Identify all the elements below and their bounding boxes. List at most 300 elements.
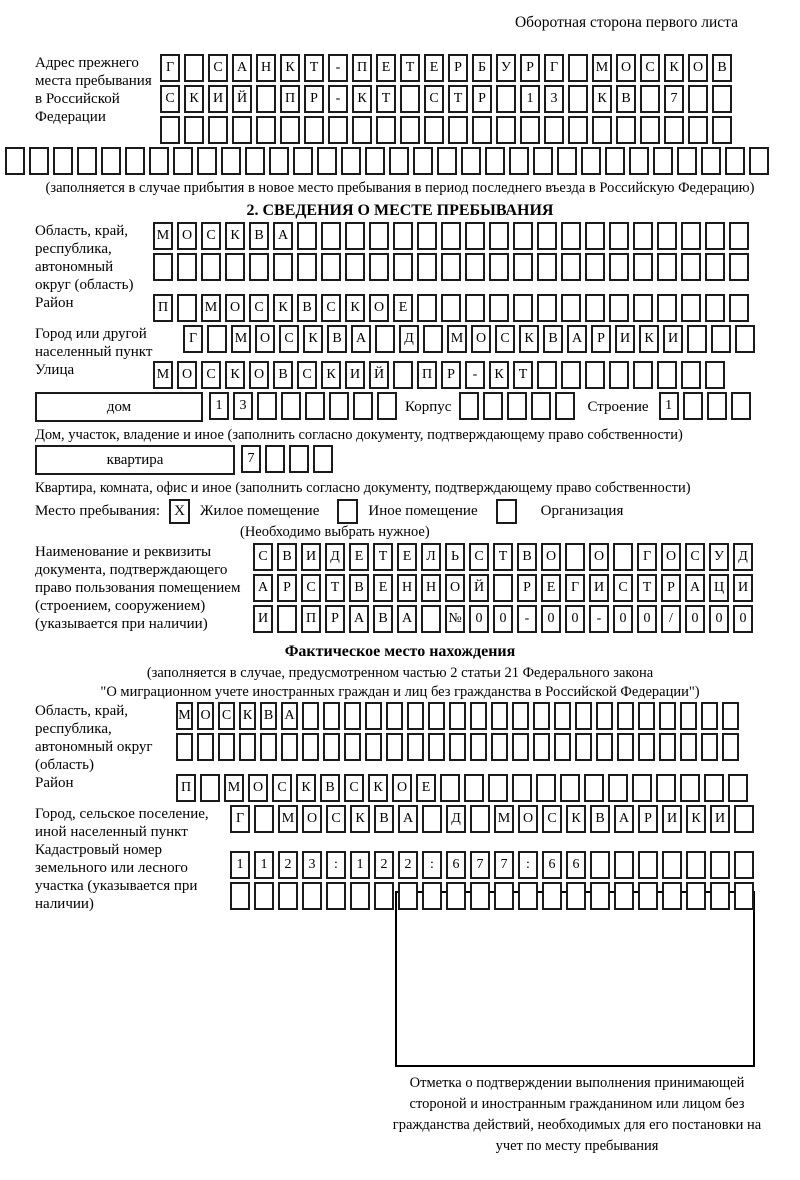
char-cell[interactable]: [101, 147, 121, 175]
char-cell[interactable]: К: [280, 54, 300, 82]
char-cell[interactable]: С: [201, 361, 221, 389]
char-cell[interactable]: 3: [233, 392, 253, 420]
char-cell[interactable]: К: [368, 774, 388, 802]
char-cell[interactable]: К: [350, 805, 370, 833]
char-cell[interactable]: [393, 222, 413, 250]
char-cell[interactable]: [605, 147, 625, 175]
char-cell[interactable]: Е: [416, 774, 436, 802]
char-cell[interactable]: [184, 54, 204, 82]
char-cell[interactable]: [680, 733, 697, 761]
char-cell[interactable]: [728, 774, 748, 802]
char-cell[interactable]: Т: [513, 361, 533, 389]
char-cell[interactable]: [688, 116, 708, 144]
char-cell[interactable]: С: [640, 54, 660, 82]
char-cell[interactable]: [281, 733, 298, 761]
char-cell[interactable]: М: [201, 294, 221, 322]
char-cell[interactable]: [536, 774, 556, 802]
char-cell[interactable]: А: [614, 805, 634, 833]
char-cell[interactable]: [207, 325, 227, 353]
char-cell[interactable]: [496, 85, 516, 113]
char-cell[interactable]: 1: [350, 851, 370, 879]
char-cell[interactable]: [254, 882, 274, 910]
char-cell[interactable]: [681, 294, 701, 322]
char-cell[interactable]: [729, 222, 749, 250]
char-cell[interactable]: К: [239, 702, 256, 730]
char-cell[interactable]: [465, 222, 485, 250]
char-cell[interactable]: [680, 702, 697, 730]
char-cell[interactable]: 0: [469, 605, 489, 633]
char-cell[interactable]: [657, 222, 677, 250]
char-cell[interactable]: [441, 222, 461, 250]
char-cell[interactable]: [722, 733, 739, 761]
char-cell[interactable]: И: [733, 574, 753, 602]
char-cell[interactable]: С: [495, 325, 515, 353]
char-cell[interactable]: [585, 222, 605, 250]
char-cell[interactable]: И: [301, 543, 321, 571]
char-cell[interactable]: [512, 702, 529, 730]
char-cell[interactable]: [749, 147, 769, 175]
char-cell[interactable]: О: [197, 702, 214, 730]
char-cell[interactable]: [555, 392, 575, 420]
char-cell[interactable]: М: [592, 54, 612, 82]
char-cell[interactable]: [633, 222, 653, 250]
char-cell[interactable]: 1: [209, 392, 229, 420]
char-cell[interactable]: М: [494, 805, 514, 833]
char-cell[interactable]: [218, 733, 235, 761]
char-cell[interactable]: П: [352, 54, 372, 82]
char-cell[interactable]: М: [447, 325, 467, 353]
char-cell[interactable]: [472, 116, 492, 144]
char-cell[interactable]: Р: [441, 361, 461, 389]
char-cell[interactable]: [365, 147, 385, 175]
char-cell[interactable]: [393, 361, 413, 389]
char-cell[interactable]: [686, 882, 706, 910]
char-cell[interactable]: О: [541, 543, 561, 571]
char-cell[interactable]: [53, 147, 73, 175]
char-cell[interactable]: [609, 253, 629, 281]
char-cell[interactable]: [153, 253, 173, 281]
char-cell[interactable]: [461, 147, 481, 175]
char-cell[interactable]: Е: [397, 543, 417, 571]
char-cell[interactable]: 0: [541, 605, 561, 633]
char-cell[interactable]: [513, 294, 533, 322]
char-cell[interactable]: [353, 392, 373, 420]
char-cell[interactable]: [544, 116, 564, 144]
char-cell[interactable]: 0: [637, 605, 657, 633]
char-cell[interactable]: Б: [472, 54, 492, 82]
char-cell[interactable]: [568, 54, 588, 82]
char-cell[interactable]: [400, 85, 420, 113]
char-cell[interactable]: Г: [230, 805, 250, 833]
char-cell[interactable]: [483, 392, 503, 420]
char-cell[interactable]: 6: [446, 851, 466, 879]
char-cell[interactable]: [256, 116, 276, 144]
char-cell[interactable]: [273, 253, 293, 281]
char-cell[interactable]: [428, 702, 445, 730]
char-cell[interactable]: В: [327, 325, 347, 353]
char-cell[interactable]: [613, 543, 633, 571]
char-cell[interactable]: [616, 116, 636, 144]
char-cell[interactable]: [125, 147, 145, 175]
char-cell[interactable]: [596, 702, 613, 730]
char-cell[interactable]: Е: [373, 574, 393, 602]
char-cell[interactable]: О: [248, 774, 268, 802]
char-cell[interactable]: Р: [591, 325, 611, 353]
char-cell[interactable]: [561, 294, 581, 322]
char-cell[interactable]: [662, 851, 682, 879]
char-cell[interactable]: 7: [494, 851, 514, 879]
char-cell[interactable]: Д: [733, 543, 753, 571]
char-cell[interactable]: А: [281, 702, 298, 730]
char-cell[interactable]: 2: [398, 851, 418, 879]
char-cell[interactable]: [533, 733, 550, 761]
zhiloe-checkbox[interactable]: X: [169, 499, 190, 524]
char-cell[interactable]: [326, 882, 346, 910]
char-cell[interactable]: В: [320, 774, 340, 802]
char-cell[interactable]: [265, 445, 285, 473]
char-cell[interactable]: Е: [349, 543, 369, 571]
char-cell[interactable]: [200, 774, 220, 802]
char-cell[interactable]: [293, 147, 313, 175]
char-cell[interactable]: 2: [278, 851, 298, 879]
char-cell[interactable]: В: [374, 805, 394, 833]
char-cell[interactable]: [449, 733, 466, 761]
char-cell[interactable]: [638, 882, 658, 910]
char-cell[interactable]: [321, 222, 341, 250]
char-cell[interactable]: С: [301, 574, 321, 602]
char-cell[interactable]: Р: [472, 85, 492, 113]
char-cell[interactable]: [464, 774, 484, 802]
char-cell[interactable]: [302, 882, 322, 910]
char-cell[interactable]: И: [663, 325, 683, 353]
char-cell[interactable]: [681, 361, 701, 389]
char-cell[interactable]: О: [445, 574, 465, 602]
char-cell[interactable]: [683, 392, 703, 420]
char-cell[interactable]: К: [664, 54, 684, 82]
char-cell[interactable]: Г: [637, 543, 657, 571]
char-cell[interactable]: Р: [517, 574, 537, 602]
char-cell[interactable]: [542, 882, 562, 910]
char-cell[interactable]: Е: [376, 54, 396, 82]
char-cell[interactable]: [277, 605, 297, 633]
char-cell[interactable]: 0: [709, 605, 729, 633]
char-cell[interactable]: О: [177, 222, 197, 250]
char-cell[interactable]: :: [422, 851, 442, 879]
char-cell[interactable]: -: [328, 85, 348, 113]
char-cell[interactable]: [297, 253, 317, 281]
char-cell[interactable]: [177, 253, 197, 281]
char-cell[interactable]: С: [218, 702, 235, 730]
char-cell[interactable]: [609, 294, 629, 322]
char-cell[interactable]: [488, 774, 508, 802]
char-cell[interactable]: [585, 294, 605, 322]
char-cell[interactable]: О: [589, 543, 609, 571]
char-cell[interactable]: [352, 116, 372, 144]
char-cell[interactable]: [664, 116, 684, 144]
char-cell[interactable]: [513, 253, 533, 281]
char-cell[interactable]: [554, 702, 571, 730]
char-cell[interactable]: В: [712, 54, 732, 82]
char-cell[interactable]: [614, 882, 634, 910]
char-cell[interactable]: И: [208, 85, 228, 113]
char-cell[interactable]: [584, 774, 604, 802]
char-cell[interactable]: [393, 253, 413, 281]
char-cell[interactable]: П: [301, 605, 321, 633]
char-cell[interactable]: [239, 733, 256, 761]
char-cell[interactable]: Г: [565, 574, 585, 602]
char-cell[interactable]: У: [496, 54, 516, 82]
char-cell[interactable]: [280, 116, 300, 144]
char-cell[interactable]: [278, 882, 298, 910]
char-cell[interactable]: [374, 882, 394, 910]
char-cell[interactable]: [704, 774, 724, 802]
char-cell[interactable]: О: [249, 361, 269, 389]
char-cell[interactable]: С: [249, 294, 269, 322]
char-cell[interactable]: [256, 85, 276, 113]
char-cell[interactable]: [575, 702, 592, 730]
char-cell[interactable]: [496, 116, 516, 144]
char-cell[interactable]: [491, 733, 508, 761]
char-cell[interactable]: [386, 702, 403, 730]
char-cell[interactable]: [245, 147, 265, 175]
char-cell[interactable]: [323, 733, 340, 761]
char-cell[interactable]: Д: [446, 805, 466, 833]
char-cell[interactable]: [305, 392, 325, 420]
char-cell[interactable]: [533, 147, 553, 175]
char-cell[interactable]: [581, 147, 601, 175]
char-cell[interactable]: К: [184, 85, 204, 113]
char-cell[interactable]: И: [662, 805, 682, 833]
char-cell[interactable]: 0: [613, 605, 633, 633]
char-cell[interactable]: [537, 294, 557, 322]
char-cell[interactable]: В: [590, 805, 610, 833]
char-cell[interactable]: [590, 882, 610, 910]
char-cell[interactable]: [640, 116, 660, 144]
char-cell[interactable]: Р: [325, 605, 345, 633]
char-cell[interactable]: [5, 147, 25, 175]
char-cell[interactable]: [656, 774, 676, 802]
char-cell[interactable]: В: [273, 361, 293, 389]
char-cell[interactable]: :: [518, 851, 538, 879]
char-cell[interactable]: А: [253, 574, 273, 602]
char-cell[interactable]: [537, 222, 557, 250]
char-cell[interactable]: [297, 222, 317, 250]
char-cell[interactable]: [520, 116, 540, 144]
char-cell[interactable]: [489, 222, 509, 250]
char-cell[interactable]: [537, 361, 557, 389]
char-cell[interactable]: И: [253, 605, 273, 633]
char-cell[interactable]: [705, 294, 725, 322]
char-cell[interactable]: 0: [565, 605, 585, 633]
char-cell[interactable]: М: [176, 702, 193, 730]
char-cell[interactable]: [734, 851, 754, 879]
char-cell[interactable]: А: [567, 325, 587, 353]
char-cell[interactable]: -: [589, 605, 609, 633]
char-cell[interactable]: [633, 361, 653, 389]
char-cell[interactable]: [417, 253, 437, 281]
char-cell[interactable]: [734, 882, 754, 910]
char-cell[interactable]: [596, 733, 613, 761]
char-cell[interactable]: К: [225, 222, 245, 250]
char-cell[interactable]: [494, 882, 514, 910]
char-cell[interactable]: [197, 733, 214, 761]
char-cell[interactable]: 1: [520, 85, 540, 113]
char-cell[interactable]: [557, 147, 577, 175]
char-cell[interactable]: [561, 222, 581, 250]
char-cell[interactable]: Г: [544, 54, 564, 82]
char-cell[interactable]: [659, 702, 676, 730]
char-cell[interactable]: В: [373, 605, 393, 633]
char-cell[interactable]: [377, 392, 397, 420]
char-cell[interactable]: [680, 774, 700, 802]
char-cell[interactable]: [705, 253, 725, 281]
char-cell[interactable]: №: [445, 605, 465, 633]
char-cell[interactable]: [509, 147, 529, 175]
char-cell[interactable]: [400, 116, 420, 144]
char-cell[interactable]: [230, 882, 250, 910]
char-cell[interactable]: [707, 392, 727, 420]
char-cell[interactable]: [617, 733, 634, 761]
char-cell[interactable]: С: [253, 543, 273, 571]
char-cell[interactable]: [638, 702, 655, 730]
char-cell[interactable]: [560, 774, 580, 802]
char-cell[interactable]: В: [616, 85, 636, 113]
char-cell[interactable]: И: [345, 361, 365, 389]
char-cell[interactable]: [269, 147, 289, 175]
char-cell[interactable]: [662, 882, 682, 910]
char-cell[interactable]: В: [249, 222, 269, 250]
char-cell[interactable]: 0: [685, 605, 705, 633]
char-cell[interactable]: Й: [232, 85, 252, 113]
char-cell[interactable]: О: [177, 361, 197, 389]
char-cell[interactable]: [465, 294, 485, 322]
char-cell[interactable]: Т: [325, 574, 345, 602]
char-cell[interactable]: Е: [541, 574, 561, 602]
char-cell[interactable]: И: [710, 805, 730, 833]
char-cell[interactable]: П: [280, 85, 300, 113]
char-cell[interactable]: [638, 851, 658, 879]
char-cell[interactable]: Р: [277, 574, 297, 602]
char-cell[interactable]: [369, 253, 389, 281]
char-cell[interactable]: [608, 774, 628, 802]
char-cell[interactable]: [687, 325, 707, 353]
char-cell[interactable]: С: [469, 543, 489, 571]
char-cell[interactable]: [537, 253, 557, 281]
char-cell[interactable]: Л: [421, 543, 441, 571]
char-cell[interactable]: 6: [566, 851, 586, 879]
char-cell[interactable]: [398, 882, 418, 910]
char-cell[interactable]: 1: [254, 851, 274, 879]
char-cell[interactable]: Н: [397, 574, 417, 602]
organizaciya-checkbox[interactable]: [496, 499, 517, 524]
char-cell[interactable]: К: [639, 325, 659, 353]
char-cell[interactable]: П: [176, 774, 196, 802]
char-cell[interactable]: [686, 851, 706, 879]
char-cell[interactable]: Т: [637, 574, 657, 602]
char-cell[interactable]: В: [260, 702, 277, 730]
char-cell[interactable]: О: [369, 294, 389, 322]
char-cell[interactable]: С: [424, 85, 444, 113]
char-cell[interactable]: [513, 222, 533, 250]
char-cell[interactable]: [485, 147, 505, 175]
char-cell[interactable]: [568, 85, 588, 113]
char-cell[interactable]: 0: [493, 605, 513, 633]
char-cell[interactable]: [592, 116, 612, 144]
char-cell[interactable]: [407, 733, 424, 761]
char-cell[interactable]: -: [328, 54, 348, 82]
char-cell[interactable]: [173, 147, 193, 175]
char-cell[interactable]: [260, 733, 277, 761]
char-cell[interactable]: [184, 116, 204, 144]
char-cell[interactable]: Е: [424, 54, 444, 82]
char-cell[interactable]: [734, 805, 754, 833]
char-cell[interactable]: [441, 253, 461, 281]
char-cell[interactable]: Й: [369, 361, 389, 389]
char-cell[interactable]: А: [397, 605, 417, 633]
char-cell[interactable]: [729, 294, 749, 322]
char-cell[interactable]: [712, 116, 732, 144]
inoe-checkbox[interactable]: [337, 499, 358, 524]
char-cell[interactable]: К: [345, 294, 365, 322]
char-cell[interactable]: А: [685, 574, 705, 602]
char-cell[interactable]: [302, 733, 319, 761]
char-cell[interactable]: К: [519, 325, 539, 353]
char-cell[interactable]: [554, 733, 571, 761]
char-cell[interactable]: О: [616, 54, 636, 82]
char-cell[interactable]: [197, 147, 217, 175]
char-cell[interactable]: М: [224, 774, 244, 802]
char-cell[interactable]: [440, 774, 460, 802]
char-cell[interactable]: Д: [325, 543, 345, 571]
char-cell[interactable]: С: [542, 805, 562, 833]
char-cell[interactable]: Р: [304, 85, 324, 113]
char-cell[interactable]: [470, 805, 490, 833]
char-cell[interactable]: [659, 733, 676, 761]
char-cell[interactable]: Т: [373, 543, 393, 571]
char-cell[interactable]: Р: [448, 54, 468, 82]
char-cell[interactable]: [201, 253, 221, 281]
char-cell[interactable]: [729, 253, 749, 281]
char-cell[interactable]: [632, 774, 652, 802]
char-cell[interactable]: С: [344, 774, 364, 802]
char-cell[interactable]: В: [543, 325, 563, 353]
char-cell[interactable]: В: [277, 543, 297, 571]
char-cell[interactable]: Р: [661, 574, 681, 602]
char-cell[interactable]: Р: [638, 805, 658, 833]
char-cell[interactable]: [149, 147, 169, 175]
char-cell[interactable]: [561, 361, 581, 389]
char-cell[interactable]: [424, 116, 444, 144]
char-cell[interactable]: [386, 733, 403, 761]
char-cell[interactable]: В: [517, 543, 537, 571]
char-cell[interactable]: С: [272, 774, 292, 802]
char-cell[interactable]: :: [326, 851, 346, 879]
char-cell[interactable]: [176, 733, 193, 761]
char-cell[interactable]: [493, 574, 513, 602]
char-cell[interactable]: К: [686, 805, 706, 833]
char-cell[interactable]: С: [613, 574, 633, 602]
char-cell[interactable]: [617, 702, 634, 730]
char-cell[interactable]: Й: [469, 574, 489, 602]
char-cell[interactable]: [345, 222, 365, 250]
char-cell[interactable]: [533, 702, 550, 730]
char-cell[interactable]: [29, 147, 49, 175]
char-cell[interactable]: А: [349, 605, 369, 633]
char-cell[interactable]: К: [592, 85, 612, 113]
char-cell[interactable]: А: [232, 54, 252, 82]
char-cell[interactable]: [369, 222, 389, 250]
char-cell[interactable]: [428, 733, 445, 761]
